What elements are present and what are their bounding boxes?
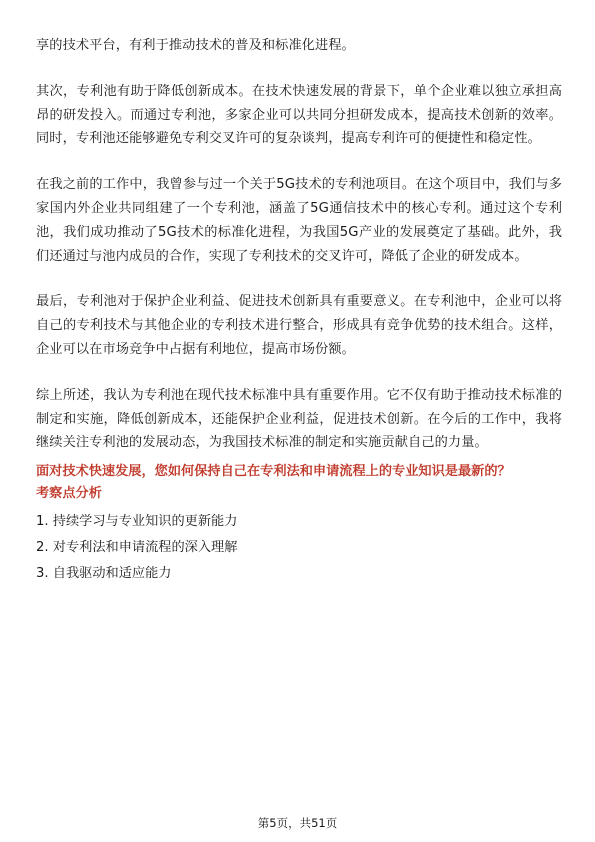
list-item: 2. 对专利法和申请流程的深入理解 [36,540,238,556]
analysis-list [36,509,562,587]
page-footer: 第5页，共51页 [257,816,338,830]
analysis-title: 考察点分析 [36,486,102,502]
list-item: 1. 持续学习与专业知识的更新能力 [36,514,238,530]
paragraph-4: 最后，专利池对于保护企业利益、促进技术创新具有重要意义。在专利池中，企业可以将自己的专利技术与其他企业的专利技术进行整合，形成具有竞争优势的技术组合。这样，企业可以在市场竞争中占据有利地位，提高市场份额。 [36,294,562,357]
list-item: 3. 自我驱动和适应能力 [36,566,172,582]
interview-question: 面对技术快速发展，您如何保持自己在专利法和申请流程上的专业知识是最新的？ [36,464,511,480]
paragraph-2: 其次，专利池有助于降低创新成本。在技术快速发展的背景下，单个企业难以独立承担高昂的研发投入。而通过专利池，多家企业可以共同分担研发成本，提高技术创新的效率。同时，专利池还能够避免专利交叉许可的复杂谈判，提高专利许可的便捷性和稳定性。 [36,83,562,147]
page-content [36,34,562,587]
paragraph-5: 综上所述，我认为专利池在现代技术标准中具有重要作用。它不仅有助于推动技术标准的制定和实施，降低创新成本，还能保护企业利益，促进技术创新。在今后的工作中，我将继续关注专利池的发展动态，为我国技术标准的制定和实施贡献自己的力量。 [36,387,562,451]
paragraph-3: 在我之前的工作中，我曾参与过一个关于5G技术的专利池项目。在这个项目中，我们与多家国内外企业共同组建了一个专利池，涵盖了5G通信技术中的核心专利。通过这个专利池，我们成功推动了5G技术的标准化进程，为我国5G产业的发展奠定了基础。此外，我们还通过与池内成员的合作，实现了专利技术的交叉许可，降低了企业的研发成本。 [36,177,562,264]
paragraph-1: 享的技术平台，有利于推动技术的普及和标准化进程。 [36,38,355,53]
